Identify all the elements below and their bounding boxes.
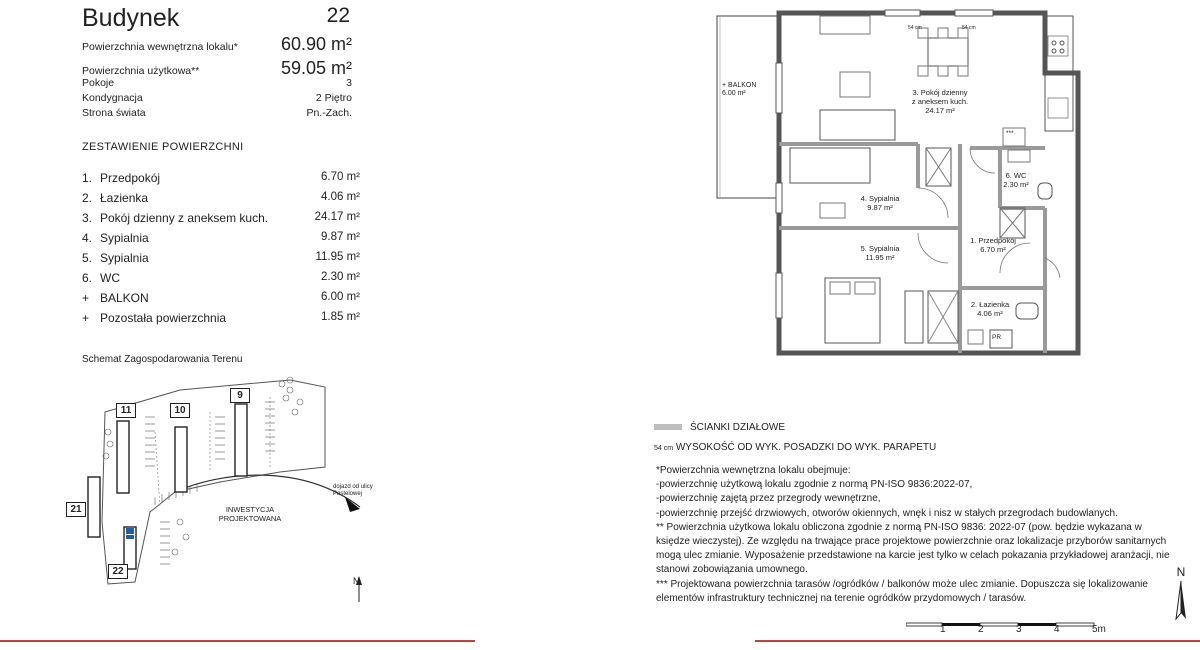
room-name: BALKON xyxy=(100,291,149,305)
partition-swatch xyxy=(654,424,682,430)
room-number: + xyxy=(82,291,90,305)
floor-plan xyxy=(700,8,1100,358)
summary-label: Powierzchnia użytkowa** xyxy=(82,65,200,77)
room-3-name: 3. Pokój dzienny xyxy=(912,88,968,97)
legend-partitions-text: ŚCIANKI DZIAŁOWE xyxy=(690,422,786,433)
north-arrow-icon xyxy=(1170,579,1192,624)
room-1-name: 1. Przedpokój xyxy=(970,236,1016,245)
site-plan-title: Schemat Zagospodarowania Terenu xyxy=(82,354,243,365)
summary-row xyxy=(82,77,352,89)
scale-tick: 5m xyxy=(1092,624,1106,635)
room-number: + xyxy=(82,311,90,325)
room-row xyxy=(82,211,360,225)
footnote: -powierzchnię przejść drzwiowych, otworów okiennych, wnęk i nisz w stałych przegrodach budowlanych. xyxy=(656,507,1118,519)
scale-bar xyxy=(906,617,1106,639)
investment-label xyxy=(200,505,300,523)
summary-row xyxy=(82,92,352,104)
room-name: Pozostała powierzchnia xyxy=(100,311,227,325)
north-label: N xyxy=(353,576,360,586)
stars-label: *** xyxy=(1006,130,1014,137)
footnote: -powierzchnię zajętą przez przegrody wewnętrzne, xyxy=(656,493,881,505)
room-3-label xyxy=(895,88,985,115)
footnote: *** Projektowana powierzchnia tarasów /ogródków / balkonów może ulec zmianie. Dopuszcza się lokalizowanie elementów infrastruktury technicznej na terenie ogródków przydomowych / tarasów. xyxy=(656,578,1148,604)
room-4-area: 9.87 m² xyxy=(867,203,893,212)
summary-label: Powierzchnia wewnętrzna lokalu* xyxy=(82,41,238,53)
investment-label-line: INWESTYCJA xyxy=(225,505,275,514)
room-row xyxy=(82,231,360,245)
room-name: Sypialnia xyxy=(100,251,149,265)
building-tag: 9 xyxy=(230,388,250,403)
room-number: 3. xyxy=(82,211,93,225)
room-6-label xyxy=(990,171,1042,189)
investment-label-line: PROJEKTOWANA xyxy=(218,514,282,523)
summary-label: Strona świata xyxy=(82,107,146,119)
site-plan xyxy=(60,372,420,612)
room-4-label xyxy=(840,194,920,212)
room-area: 2.30 m² xyxy=(321,271,360,283)
room-area: 6.70 m² xyxy=(321,171,360,183)
room-name: Sypialnia xyxy=(100,231,149,245)
summary-value: 3 xyxy=(346,77,352,89)
room-number: 6. xyxy=(82,271,93,285)
building-tag: 10 xyxy=(170,403,190,418)
room-number: 5. xyxy=(82,251,93,265)
scale-tick: 2 xyxy=(978,624,984,635)
summary-row xyxy=(82,107,352,119)
room-area: 6.00 m² xyxy=(321,291,360,303)
room-5-name: 5. Sypialnia xyxy=(860,244,900,253)
road-label: dojazd od ulicy Pastelowej xyxy=(333,484,373,497)
footnote: -powierzchnię użytkową lokalu zgodnie z normą PN-ISO 9836:2022-07, xyxy=(656,479,973,491)
room-5-label xyxy=(840,244,920,262)
sill-label: 54 cm xyxy=(962,25,976,31)
summary-row xyxy=(82,34,352,55)
scale-tick: 3 xyxy=(1016,624,1022,635)
room-3-name: z aneksem kuch. xyxy=(911,97,969,106)
building-tag: 21 xyxy=(66,502,86,517)
scale-bar-drawing xyxy=(906,622,1106,630)
room-2-name: 2. Łazienka xyxy=(970,300,1010,309)
rooms-title: ZESTAWIENIE POWIERZCHNI xyxy=(82,141,244,153)
room-3-area: 24.17 m² xyxy=(925,106,955,115)
footer-line-left xyxy=(0,640,475,642)
footnote: ** Powierzchnia użytkowa lokalu obliczona zgodnie z normą PN-ISO 9836: 2022-07 (pow. będzie wykazana w księdze wieczystej). Ze względu na trwające prace projektowe powierzchnie oraz lokalizacje przyborów sanitarnych mogą ulec zmianie. Wyposażenie przedstawione na karcie jest tylko w celach pokazania przykładowej aranżacji, nie stanowi zobowiązania umownego. xyxy=(656,521,1170,576)
room-number: 4. xyxy=(82,231,93,245)
room-area: 9.87 m² xyxy=(321,231,360,243)
room-5-area: 11.95 m² xyxy=(865,253,895,262)
summary-label: Kondygnacja xyxy=(82,92,143,104)
north-arrow xyxy=(1170,565,1192,625)
room-row xyxy=(82,291,360,305)
summary-value: 60.90 m² xyxy=(280,34,352,54)
room-area: 24.17 m² xyxy=(314,211,360,223)
legend-partitions xyxy=(654,422,785,433)
summary-row xyxy=(82,58,352,79)
building-tag: 11 xyxy=(116,403,136,418)
pr-label: PR xyxy=(992,334,1002,341)
building-tag: 22 xyxy=(108,564,128,579)
summary-value: 2 Piętro xyxy=(315,92,352,104)
room-4-name: 4. Sypialnia xyxy=(860,194,900,203)
room-name: WC xyxy=(100,271,120,285)
room-6-name: 6. WC xyxy=(1005,171,1027,180)
scale-tick: 4 xyxy=(1054,624,1060,635)
room-name: Przedpokój xyxy=(100,171,161,185)
scale-tick: 1 xyxy=(940,624,946,635)
room-name: Łazienka xyxy=(100,191,149,205)
balcony-area: 6.00 m² xyxy=(722,90,746,97)
footnotes xyxy=(656,464,1176,606)
room-1-area: 6.70 m² xyxy=(980,245,1006,254)
footer-line-right xyxy=(755,640,1200,642)
room-6-area: 2.30 m² xyxy=(1003,180,1029,189)
sill-label: 54 cm xyxy=(908,25,922,31)
room-row xyxy=(82,271,360,285)
room-area: 4.06 m² xyxy=(321,191,360,203)
legend-sill-text: WYSOKOŚĆ OD WYK. POSADZKI DO WYK. PARAPETU xyxy=(675,442,937,453)
building-number: 22 xyxy=(326,4,350,27)
north-arrow-label: N xyxy=(1176,565,1186,579)
room-number: 2. xyxy=(82,191,93,205)
room-2-label xyxy=(955,300,1025,318)
legend-sill-code: 54 cm xyxy=(654,445,674,452)
room-row xyxy=(82,251,360,265)
building-label: Budynek xyxy=(82,4,180,32)
legend-sill xyxy=(654,442,936,453)
room-name: Pokój dzienny z aneksem kuch. xyxy=(100,211,269,225)
room-row xyxy=(82,171,360,185)
summary-value: Pn.-Zach. xyxy=(306,107,352,119)
room-area: 11.95 m² xyxy=(315,251,360,263)
footnote: *Powierzchnia wewnętrzna lokalu obejmuje: xyxy=(656,465,851,476)
summary-label: Pokoje xyxy=(82,77,115,89)
room-area: 1.85 m² xyxy=(321,311,360,323)
summary-value: 59.05 m² xyxy=(280,58,352,78)
room-number: 1. xyxy=(82,171,93,185)
balcony-name: + BALKON xyxy=(722,82,757,89)
room-2-area: 4.06 m² xyxy=(977,309,1003,318)
room-row xyxy=(82,311,360,325)
room-1-label xyxy=(958,236,1028,254)
room-row xyxy=(82,191,360,205)
balcony-label xyxy=(722,82,777,98)
